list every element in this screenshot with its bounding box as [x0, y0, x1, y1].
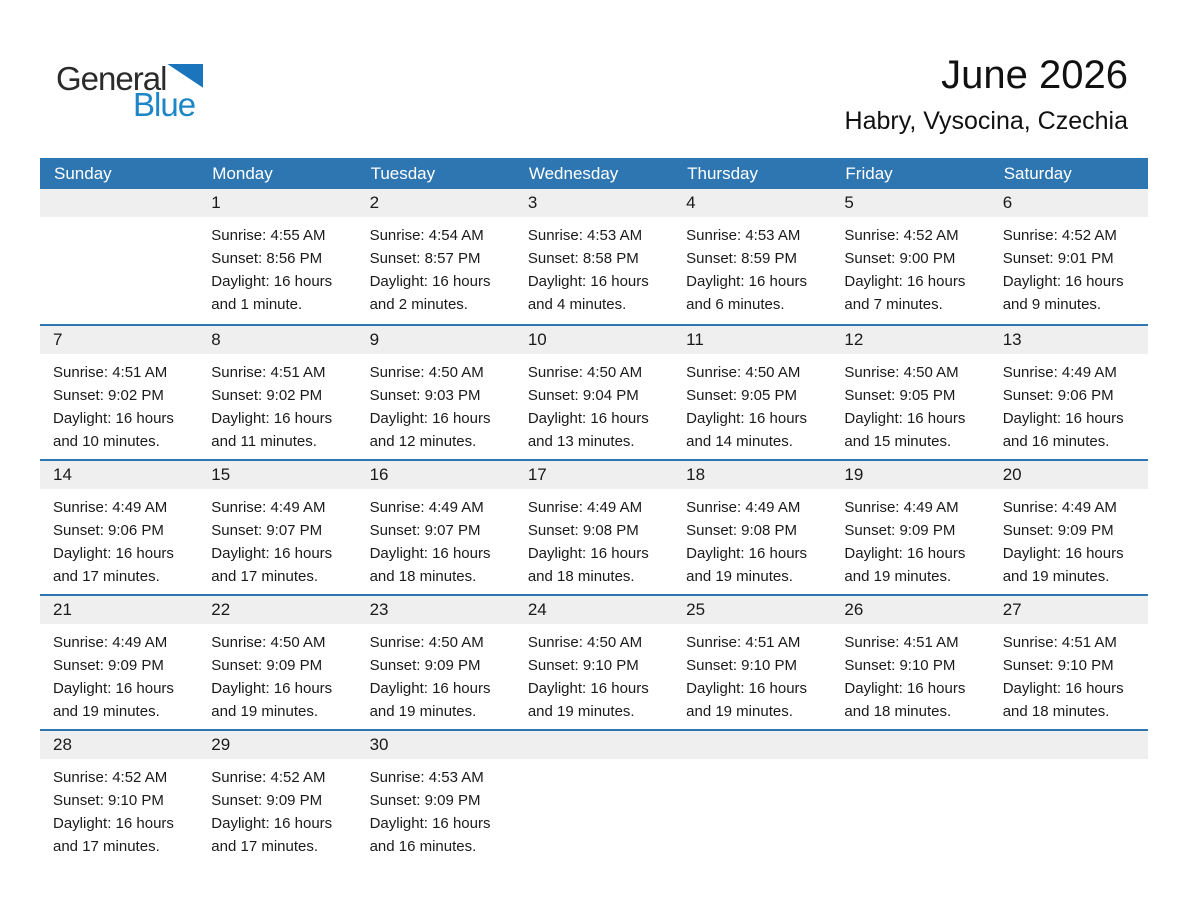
day-details: [357, 759, 515, 858]
daylight-line-2: and 19 minutes.: [844, 568, 952, 585]
day-details: [673, 489, 831, 588]
day-number: 15: [198, 461, 356, 489]
logo-text-blue: Blue: [133, 86, 196, 123]
logo-triangle-icon: [167, 64, 203, 88]
daylight-line-1: Daylight: 16 hours: [369, 815, 491, 832]
day-details: [198, 489, 356, 588]
sunrise-line: Sunrise: 4:51 AM: [211, 364, 326, 381]
daylight-line-1: Daylight: 16 hours: [211, 545, 333, 562]
day-details: [831, 217, 989, 316]
day-cell-1: [198, 189, 356, 324]
sunset-line: Sunset: 9:08 PM: [527, 522, 639, 539]
daylight-line-2: and 4 minutes.: [527, 296, 627, 313]
day-cell-15: [198, 461, 356, 594]
daylight-line-1: Daylight: 16 hours: [844, 680, 966, 697]
daylight-line-2: and 19 minutes.: [686, 568, 793, 585]
day-details: [990, 354, 1148, 453]
day-details: [990, 217, 1148, 316]
daylight-line-2: and 18 minutes.: [369, 568, 477, 585]
day-cell-20: [990, 461, 1148, 594]
sunrise-line: Sunrise: 4:50 AM: [686, 364, 801, 381]
day-details: [40, 354, 198, 453]
calendar-grid: [40, 158, 1148, 864]
logo-text-general: General: [56, 60, 167, 97]
daylight-line-2: and 19 minutes.: [211, 703, 319, 720]
daylight-line-2: and 18 minutes.: [527, 568, 635, 585]
day-details: [198, 759, 356, 858]
sunset-line: Sunset: 9:09 PM: [211, 792, 323, 809]
daylight-line-2: and 18 minutes.: [1002, 703, 1110, 720]
day-cell-26: [831, 596, 989, 729]
day-cell-17: [515, 461, 673, 594]
sunset-line: Sunset: 9:09 PM: [1002, 522, 1114, 539]
day-number: 14: [40, 461, 198, 489]
daylight-line-1: Daylight: 16 hours: [686, 410, 808, 427]
day-details: [515, 217, 673, 316]
day-number: 11: [673, 326, 831, 354]
daylight-line-1: Daylight: 16 hours: [211, 680, 333, 697]
daylight-line-2: and 13 minutes.: [527, 433, 635, 450]
general-blue-logo: [56, 62, 203, 121]
sunrise-line: Sunrise: 4:53 AM: [527, 227, 643, 244]
day-cell-4: [673, 189, 831, 324]
week-row-5: [40, 729, 1148, 864]
daylight-line-2: and 14 minutes.: [686, 433, 793, 450]
sunrise-line: Sunrise: 4:50 AM: [527, 634, 643, 651]
day-number: 17: [515, 461, 673, 489]
sunrise-line: Sunrise: 4:55 AM: [211, 227, 326, 244]
sunset-line: Sunset: 9:07 PM: [369, 522, 481, 539]
daylight-line-2: and 19 minutes.: [686, 703, 793, 720]
sunset-line: Sunset: 9:07 PM: [211, 522, 323, 539]
day-details: [515, 624, 673, 723]
day-details: [515, 489, 673, 588]
daylight-line-1: Daylight: 16 hours: [369, 680, 491, 697]
daylight-line-2: and 6 minutes.: [686, 296, 785, 313]
day-details: [357, 624, 515, 723]
day-details: [40, 624, 198, 723]
sunset-line: Sunset: 8:59 PM: [686, 250, 798, 267]
daylight-line-2: and 16 minutes.: [1002, 433, 1110, 450]
daylight-line-1: Daylight: 16 hours: [369, 545, 491, 562]
daylight-line-1: Daylight: 16 hours: [369, 410, 491, 427]
day-number: 2: [357, 189, 515, 217]
daylight-line-2: and 19 minutes.: [1002, 568, 1110, 585]
sunrise-line: Sunrise: 4:53 AM: [686, 227, 801, 244]
day-details: [40, 759, 198, 858]
sunrise-line: Sunrise: 4:49 AM: [1002, 364, 1117, 381]
sunrise-line: Sunrise: 4:49 AM: [1002, 499, 1117, 516]
daylight-line-1: Daylight: 16 hours: [844, 410, 966, 427]
day-cell-12: [831, 326, 989, 459]
daylight-line-2: and 19 minutes.: [527, 703, 635, 720]
sunrise-line: Sunrise: 4:49 AM: [53, 634, 168, 651]
page-subtitle: Habry, Vysocina, Czechia: [844, 107, 1128, 135]
empty-cell: [515, 731, 673, 864]
day-cell-25: [673, 596, 831, 729]
day-number: 6: [990, 189, 1148, 217]
day-cell-5: [831, 189, 989, 324]
day-number: 23: [357, 596, 515, 624]
sunrise-line: Sunrise: 4:51 AM: [686, 634, 801, 651]
weekday-header-friday: Friday: [845, 163, 893, 183]
empty-cell: [40, 189, 198, 324]
daylight-line-1: Daylight: 16 hours: [53, 410, 174, 427]
sunrise-line: Sunrise: 4:52 AM: [211, 769, 326, 786]
day-number: 10: [515, 326, 673, 354]
page-header: [845, 52, 1128, 136]
day-number: 26: [831, 596, 989, 624]
day-cell-28: [40, 731, 198, 864]
daylight-line-1: Daylight: 16 hours: [527, 545, 649, 562]
sunrise-line: Sunrise: 4:51 AM: [53, 364, 168, 381]
daylight-line-2: and 19 minutes.: [53, 703, 160, 720]
day-number: 12: [831, 326, 989, 354]
day-details: [990, 624, 1148, 723]
daylight-line-1: Daylight: 16 hours: [53, 815, 174, 832]
sunrise-line: Sunrise: 4:49 AM: [527, 499, 643, 516]
sunset-line: Sunset: 8:57 PM: [369, 250, 481, 267]
sunrise-line: Sunrise: 4:49 AM: [211, 499, 326, 516]
daylight-line-2: and 17 minutes.: [211, 838, 319, 855]
sunrise-line: Sunrise: 4:49 AM: [369, 499, 484, 516]
sunset-line: Sunset: 9:10 PM: [53, 792, 164, 809]
daylight-line-1: Daylight: 16 hours: [527, 273, 649, 290]
sunset-line: Sunset: 9:09 PM: [369, 657, 481, 674]
day-number: 19: [831, 461, 989, 489]
daylight-line-2: and 17 minutes.: [53, 568, 160, 585]
daylight-line-2: and 1 minute.: [211, 296, 303, 313]
daylight-line-1: Daylight: 16 hours: [369, 273, 491, 290]
sunset-line: Sunset: 9:09 PM: [53, 657, 164, 674]
day-details: [198, 624, 356, 723]
day-cell-22: [198, 596, 356, 729]
sunset-line: Sunset: 9:10 PM: [844, 657, 956, 674]
sunset-line: Sunset: 9:02 PM: [53, 387, 164, 404]
sunrise-line: Sunrise: 4:49 AM: [686, 499, 801, 516]
day-details: [673, 217, 831, 316]
day-details: [40, 489, 198, 588]
day-cell-14: [40, 461, 198, 594]
daylight-line-2: and 16 minutes.: [369, 838, 477, 855]
sunrise-line: Sunrise: 4:52 AM: [1002, 227, 1117, 244]
day-number: 20: [990, 461, 1148, 489]
weekday-header-saturday: Saturday: [1003, 163, 1072, 183]
sunrise-line: Sunrise: 4:52 AM: [844, 227, 959, 244]
empty-cell: [990, 731, 1148, 864]
day-number: 30: [357, 731, 515, 759]
weekday-header-wednesday: Wednesday: [528, 163, 619, 183]
day-number: 24: [515, 596, 673, 624]
sunrise-line: Sunrise: 4:49 AM: [53, 499, 168, 516]
daylight-line-1: Daylight: 16 hours: [527, 410, 649, 427]
daylight-line-1: Daylight: 16 hours: [686, 273, 808, 290]
day-number: 28: [40, 731, 198, 759]
daylight-line-2: and 17 minutes.: [53, 838, 160, 855]
daylight-line-1: Daylight: 16 hours: [844, 273, 966, 290]
day-cell-30: [357, 731, 515, 864]
daylight-line-2: and 11 minutes.: [211, 433, 317, 450]
day-details: [357, 489, 515, 588]
daylight-line-1: Daylight: 16 hours: [1002, 273, 1124, 290]
sunset-line: Sunset: 9:05 PM: [844, 387, 956, 404]
empty-cell: [831, 731, 989, 864]
sunset-line: Sunset: 9:04 PM: [527, 387, 639, 404]
day-details: [831, 354, 989, 453]
day-details: [198, 217, 356, 316]
day-cell-13: [990, 326, 1148, 459]
sunrise-line: Sunrise: 4:51 AM: [844, 634, 959, 651]
week-row-1: [40, 189, 1148, 324]
day-cell-19: [831, 461, 989, 594]
empty-cell: [673, 731, 831, 864]
daylight-line-2: and 18 minutes.: [844, 703, 952, 720]
sunset-line: Sunset: 9:02 PM: [211, 387, 323, 404]
sunset-line: Sunset: 9:10 PM: [1002, 657, 1114, 674]
day-cell-2: [357, 189, 515, 324]
day-number: 25: [673, 596, 831, 624]
day-details: [357, 217, 515, 316]
day-cell-6: [990, 189, 1148, 324]
daylight-line-1: Daylight: 16 hours: [686, 545, 808, 562]
daylight-line-2: and 9 minutes.: [1002, 296, 1102, 313]
day-number: 8: [198, 326, 356, 354]
page-title: June 2026: [941, 53, 1128, 97]
daylight-line-1: Daylight: 16 hours: [1002, 680, 1124, 697]
day-details: [515, 354, 673, 453]
daylight-line-2: and 15 minutes.: [844, 433, 952, 450]
daylight-line-1: Daylight: 16 hours: [686, 680, 808, 697]
day-number: 4: [673, 189, 831, 217]
week-row-3: [40, 459, 1148, 594]
day-number: 16: [357, 461, 515, 489]
daylight-line-1: Daylight: 16 hours: [211, 815, 333, 832]
sunrise-line: Sunrise: 4:49 AM: [844, 499, 959, 516]
daylight-line-1: Daylight: 16 hours: [211, 410, 333, 427]
daylight-line-1: Daylight: 16 hours: [1002, 410, 1124, 427]
day-cell-24: [515, 596, 673, 729]
day-details: [831, 489, 989, 588]
daylight-line-1: Daylight: 16 hours: [211, 273, 333, 290]
day-cell-29: [198, 731, 356, 864]
daylight-line-1: Daylight: 16 hours: [527, 680, 649, 697]
sunrise-line: Sunrise: 4:51 AM: [1002, 634, 1117, 651]
day-details: [831, 624, 989, 723]
day-number: 22: [198, 596, 356, 624]
weekday-header-monday: Monday: [212, 163, 273, 183]
sunrise-line: Sunrise: 4:54 AM: [369, 227, 484, 244]
day-cell-8: [198, 326, 356, 459]
sunrise-line: Sunrise: 4:50 AM: [369, 634, 484, 651]
sunrise-line: Sunrise: 4:50 AM: [844, 364, 959, 381]
sunset-line: Sunset: 9:03 PM: [369, 387, 481, 404]
day-number: 1: [198, 189, 356, 217]
sunset-line: Sunset: 9:09 PM: [211, 657, 323, 674]
day-details: [357, 354, 515, 453]
sunset-line: Sunset: 9:06 PM: [1002, 387, 1114, 404]
daylight-line-2: and 2 minutes.: [369, 296, 468, 313]
week-row-4: [40, 594, 1148, 729]
sunset-line: Sunset: 9:09 PM: [369, 792, 481, 809]
day-cell-23: [357, 596, 515, 729]
sunset-line: Sunset: 9:08 PM: [686, 522, 798, 539]
day-number: 9: [357, 326, 515, 354]
sunset-line: Sunset: 9:06 PM: [53, 522, 164, 539]
sunrise-line: Sunrise: 4:50 AM: [527, 364, 643, 381]
day-details: [198, 354, 356, 453]
sunrise-line: Sunrise: 4:52 AM: [53, 769, 168, 786]
day-details: [990, 489, 1148, 588]
daylight-line-2: and 19 minutes.: [369, 703, 477, 720]
daylight-line-2: and 7 minutes.: [844, 296, 943, 313]
sunset-line: Sunset: 9:10 PM: [686, 657, 798, 674]
weekday-header-row: [40, 158, 1148, 189]
sunset-line: Sunset: 9:09 PM: [844, 522, 956, 539]
day-cell-9: [357, 326, 515, 459]
day-number: 18: [673, 461, 831, 489]
week-row-2: [40, 324, 1148, 459]
day-number: 21: [40, 596, 198, 624]
day-cell-27: [990, 596, 1148, 729]
day-details: [673, 354, 831, 453]
day-number: 5: [831, 189, 989, 217]
day-number: 7: [40, 326, 198, 354]
sunset-line: Sunset: 9:05 PM: [686, 387, 798, 404]
day-number: 13: [990, 326, 1148, 354]
day-number: 27: [990, 596, 1148, 624]
day-number: 29: [198, 731, 356, 759]
day-details: [673, 624, 831, 723]
daylight-line-1: Daylight: 16 hours: [844, 545, 966, 562]
day-number: 3: [515, 189, 673, 217]
weekday-header-tuesday: Tuesday: [370, 163, 436, 183]
day-cell-7: [40, 326, 198, 459]
day-cell-18: [673, 461, 831, 594]
weekday-header-sunday: Sunday: [54, 163, 112, 183]
sunset-line: Sunset: 9:01 PM: [1002, 250, 1114, 267]
sunset-line: Sunset: 8:56 PM: [211, 250, 323, 267]
day-cell-10: [515, 326, 673, 459]
sunrise-line: Sunrise: 4:53 AM: [369, 769, 484, 786]
daylight-line-1: Daylight: 16 hours: [53, 545, 174, 562]
day-cell-16: [357, 461, 515, 594]
daylight-line-2: and 17 minutes.: [211, 568, 319, 585]
day-cell-21: [40, 596, 198, 729]
day-cell-3: [515, 189, 673, 324]
weekday-header-thursday: Thursday: [687, 163, 759, 183]
sunrise-line: Sunrise: 4:50 AM: [211, 634, 326, 651]
daylight-line-1: Daylight: 16 hours: [53, 680, 174, 697]
sunrise-line: Sunrise: 4:50 AM: [369, 364, 484, 381]
sunset-line: Sunset: 9:00 PM: [844, 250, 956, 267]
daylight-line-2: and 12 minutes.: [369, 433, 477, 450]
day-cell-11: [673, 326, 831, 459]
daylight-line-2: and 10 minutes.: [53, 433, 160, 450]
sunset-line: Sunset: 9:10 PM: [527, 657, 639, 674]
sunset-line: Sunset: 8:58 PM: [527, 250, 639, 267]
daylight-line-1: Daylight: 16 hours: [1002, 545, 1124, 562]
